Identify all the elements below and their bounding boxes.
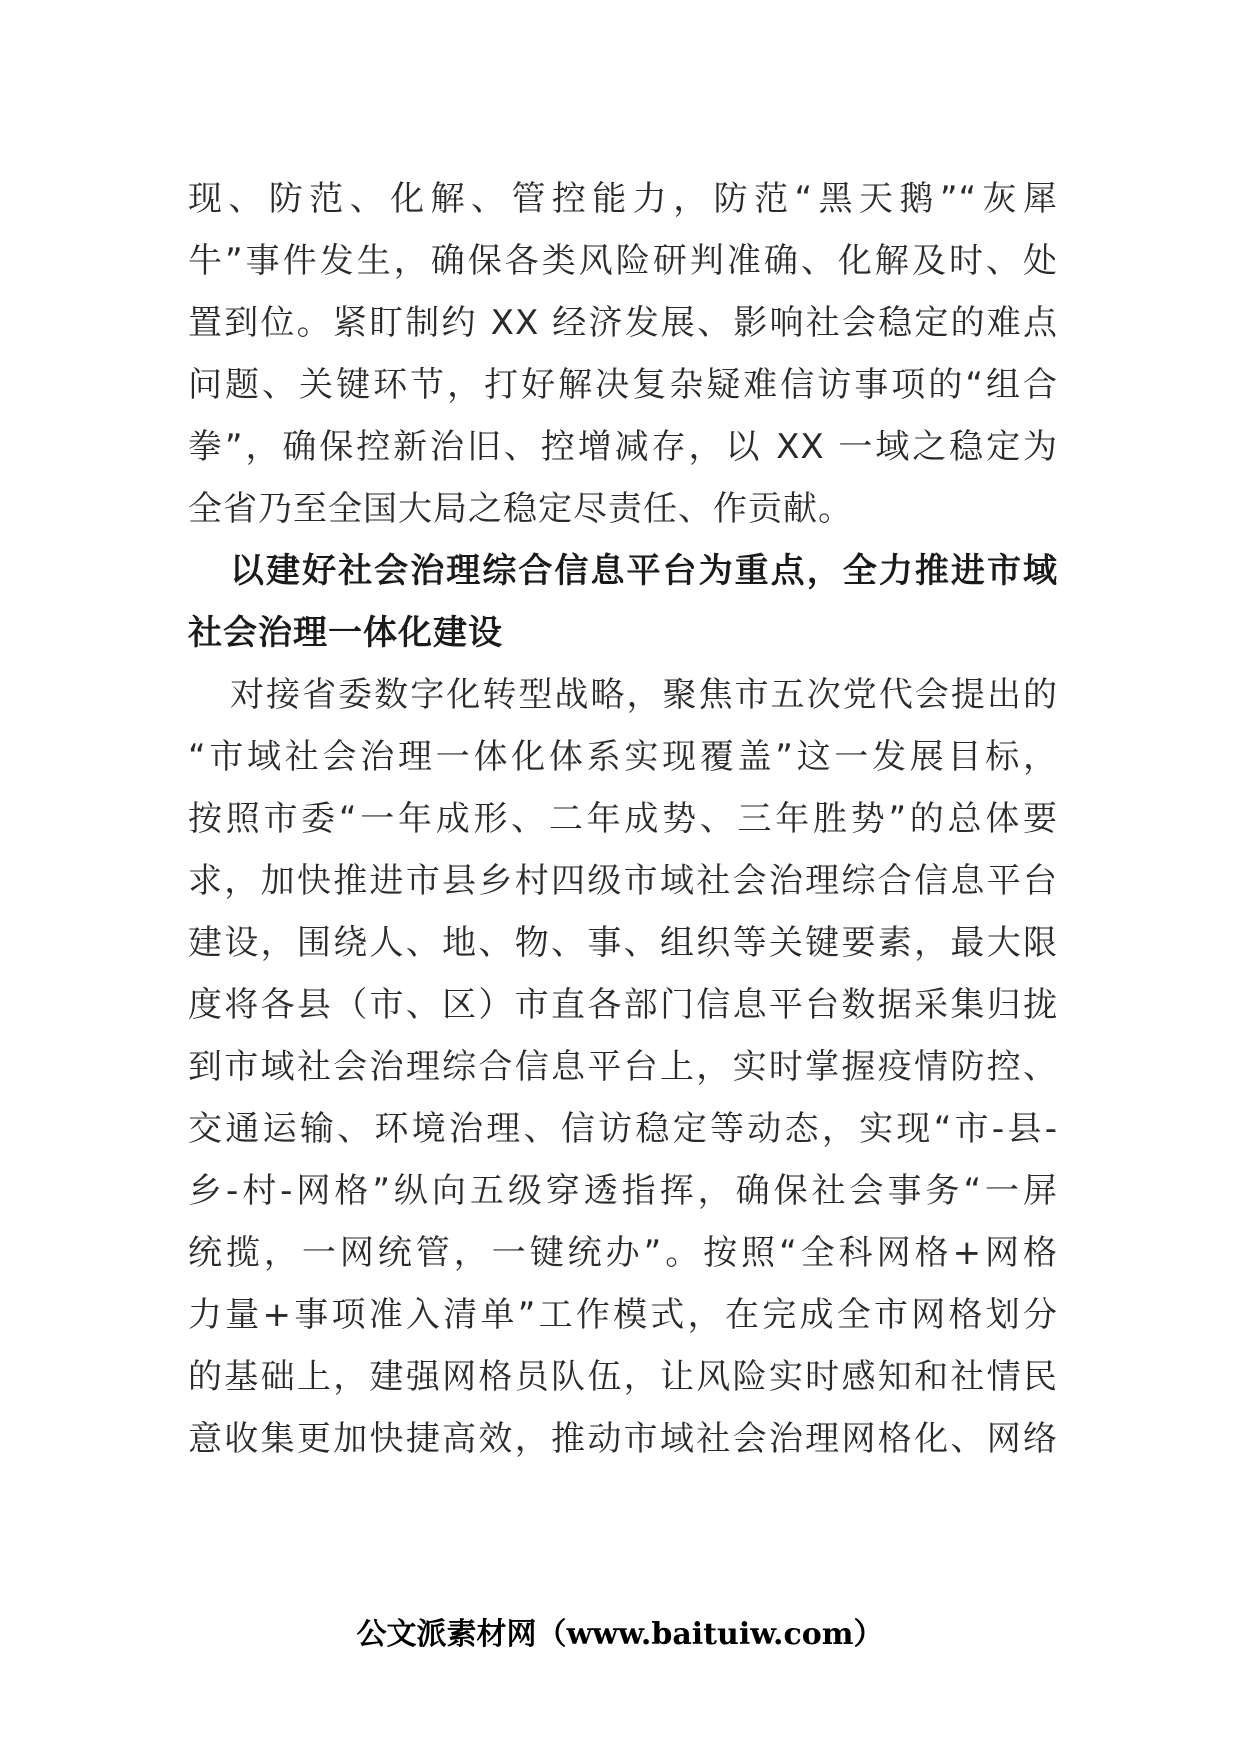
text-line: 度将各县（市、区）市直各部门信息平台数据采集归拢 — [188, 985, 1058, 1025]
text-line: “市域社会治理一体化体系实现覆盖”这一发展目标， — [188, 737, 1058, 777]
text-line: 的基础上，建强网格员队伍，让风险实时感知和社情民 — [188, 1357, 1058, 1397]
paragraph-main — [188, 664, 1058, 1470]
text-line: 到市域社会治理综合信息平台上，实时掌握疫情防控、 — [188, 1047, 1058, 1087]
text-line: 交通运输、环境治理、信访稳定等动态，实现“市-县- — [188, 1109, 1058, 1149]
text-line: 意收集更加快捷高效，推动市域社会治理网格化、网络 — [188, 1419, 1058, 1459]
text-line: 乡-村-网格”纵向五级穿透指挥，确保社会事务“一屏 — [188, 1171, 1058, 1211]
text-line: 问题、关键环节，打好解决复杂疑难信访事项的“组合 — [188, 365, 1058, 405]
heading-line: 以建好社会治理综合信息平台为重点，全力推进市域 — [230, 551, 1058, 591]
text-line: 按照市委“一年成形、二年成势、三年胜势”的总体要 — [188, 799, 1058, 839]
document-body — [188, 168, 1058, 1470]
text-line: 现、防范、化解、管控能力，防范“黑天鹅”“灰犀 — [188, 179, 1058, 219]
footer-watermark: 公文派素材网（www.baituiw.com） — [356, 1617, 884, 1652]
text-line: 拳”，确保控新治旧、控增减存，以 XX 一域之稳定为 — [188, 427, 1058, 467]
text-line: 统揽，一网统管，一键统办”。按照“全科网格+网格 — [188, 1233, 1058, 1273]
text-line: 建设，围绕人、地、物、事、组织等关键要素，最大限 — [188, 923, 1058, 963]
heading-line: 社会治理一体化建设 — [188, 613, 503, 653]
text-line: 对接省委数字化转型战略，聚焦市五次党代会提出的 — [230, 675, 1058, 715]
section-heading — [188, 540, 1058, 664]
text-line: 置到位。紧盯制约 XX 经济发展、影响社会稳定的难点 — [188, 303, 1058, 343]
text-line: 全省乃至全国大局之稳定尽责任、作贡献。 — [188, 489, 853, 529]
text-line: 求，加快推进市县乡村四级市域社会治理综合信息平台 — [188, 861, 1058, 901]
paragraph-top — [188, 168, 1058, 540]
text-line: 牛”事件发生，确保各类风险研判准确、化解及时、处 — [188, 241, 1058, 281]
text-line: 力量+事项准入清单”工作模式，在完成全市网格划分 — [188, 1295, 1058, 1335]
